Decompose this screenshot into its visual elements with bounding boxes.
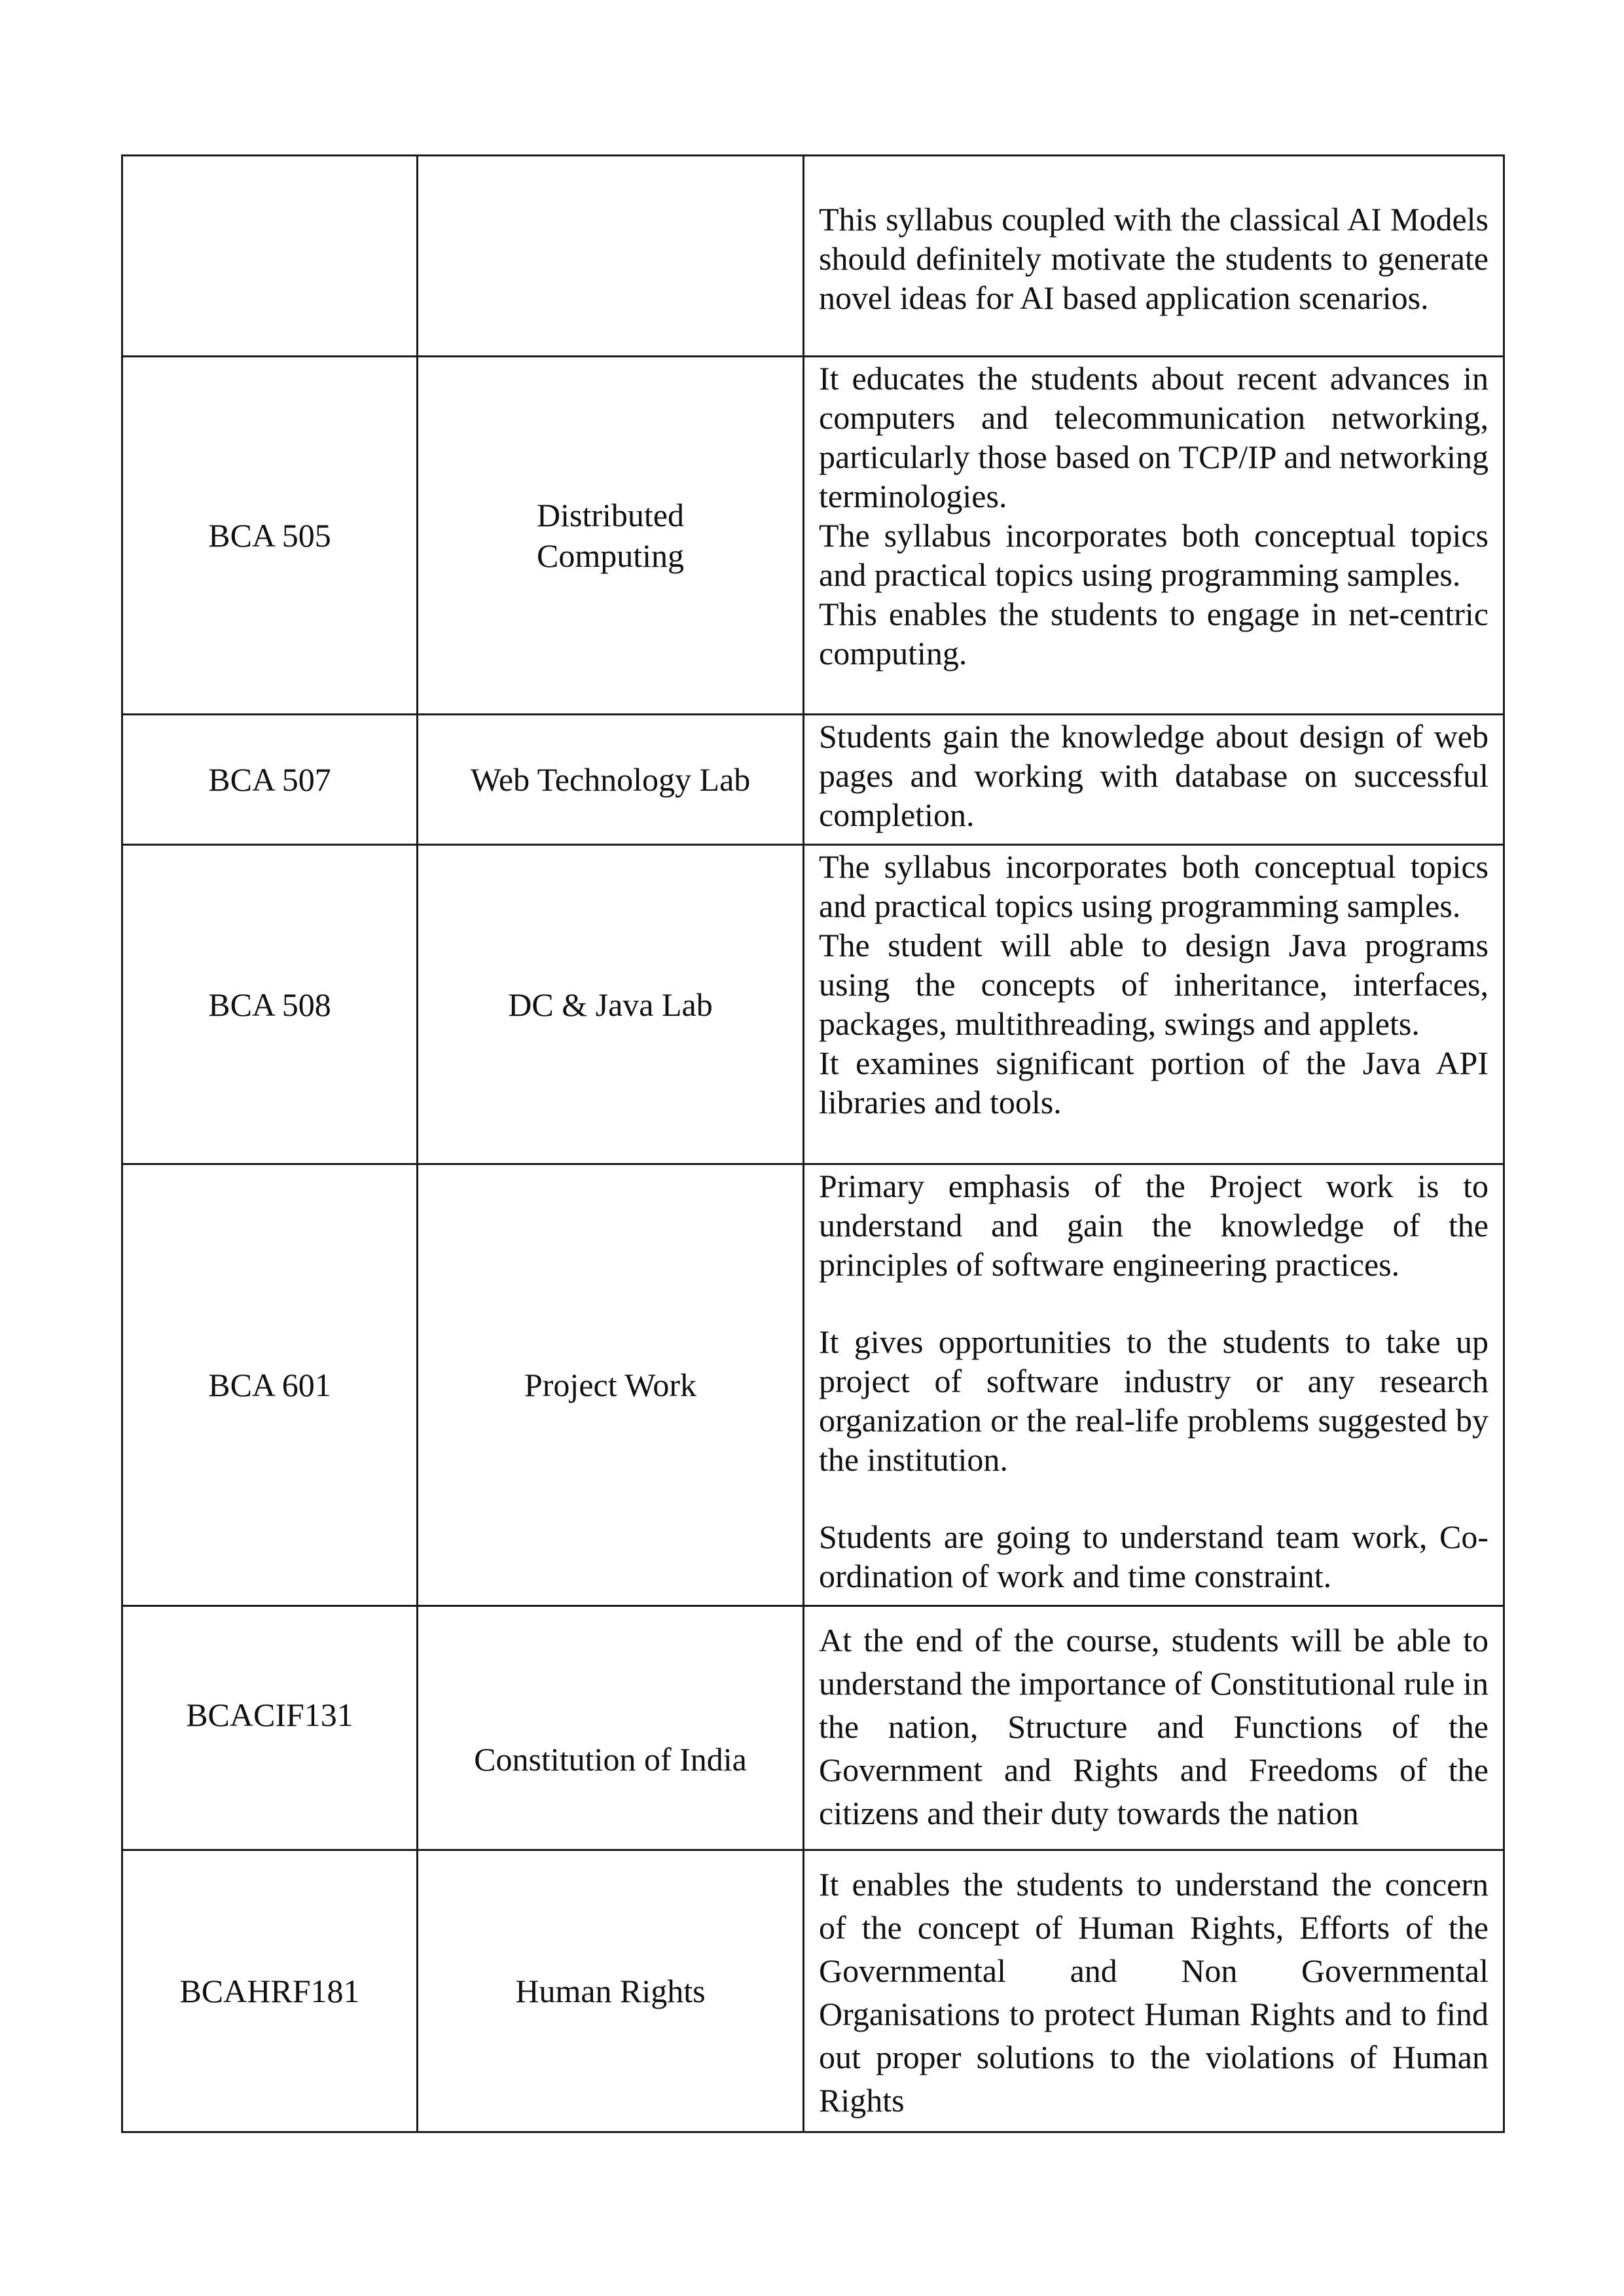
course-code-cell bbox=[122, 156, 418, 357]
course-code-cell: BCA 601 bbox=[122, 1164, 418, 1606]
course-code-cell: BCA 505 bbox=[122, 357, 418, 715]
outcome-paragraph: The student will able to design Java programs using the concepts of inheritance, interfaces, packages, multithreading, swings and applets. bbox=[819, 927, 1489, 1042]
table-row bbox=[122, 357, 1504, 715]
outcome-paragraph: This enables the students to engage in net-centric computing. bbox=[819, 596, 1489, 672]
course-outcomes-table bbox=[121, 154, 1505, 2133]
outcome-paragraph: It gives opportunities to the students to take up project of software industry or any research organization or the real-life problems suggested by the institution. bbox=[819, 1323, 1489, 1478]
outcome-paragraph: This syllabus coupled with the classical AI Models should definitely motivate the students to generate novel ideas for AI based application scenarios. bbox=[819, 201, 1489, 316]
outcome-paragraph: At the end of the course, students will be able to understand the importance of Constitutional rule in the nation, Structure and Functions of the Government and Rights and Freedoms of the citizens and their duty towards the nation bbox=[819, 1622, 1489, 1831]
outcome-paragraph: Primary emphasis of the Project work is to understand and gain the knowledge of the principles of software engineering practices. bbox=[819, 1168, 1489, 1283]
table-row bbox=[122, 1850, 1504, 2132]
course-code-cell: BCA 507 bbox=[122, 715, 418, 845]
outcome-paragraph: It enables the students to understand the concern of the concept of Human Rights, Efforts of the Governmental and Non Governmental Organisations to protect Human Rights and to find out proper solutions to the violations of Human Rights bbox=[819, 1866, 1489, 2119]
course-title-cell: Project Work bbox=[418, 1164, 804, 1606]
table-row bbox=[122, 1606, 1504, 1850]
course-title-cell: Web Technology Lab bbox=[418, 715, 804, 845]
course-outcome-cell bbox=[804, 357, 1504, 715]
course-code-cell: BCA 508 bbox=[122, 845, 418, 1164]
table-row bbox=[122, 1164, 1504, 1606]
course-outcome-cell bbox=[804, 1850, 1504, 2132]
course-outcome-cell bbox=[804, 1606, 1504, 1850]
course-title-cell: DC & Java Lab bbox=[418, 845, 804, 1164]
course-title-cell: Constitution of India bbox=[418, 1606, 804, 1850]
course-code-cell: BCAHRF181 bbox=[122, 1850, 418, 2132]
outcome-paragraph: It examines significant portion of the Java API libraries and tools. bbox=[819, 1045, 1489, 1121]
course-code-cell: BCACIF131 bbox=[122, 1606, 418, 1850]
course-outcome-cell bbox=[804, 156, 1504, 357]
course-title-cell: Distributed Computing bbox=[418, 357, 804, 715]
course-outcome-cell bbox=[804, 715, 1504, 845]
table-row bbox=[122, 715, 1504, 845]
outcome-paragraph: Students gain the knowledge about design of web pages and working with database on successful completion. bbox=[819, 718, 1489, 833]
outcome-paragraph: The syllabus incorporates both conceptual topics and practical topics using programming samples. bbox=[819, 517, 1489, 593]
outcome-paragraph: It educates the students about recent advances in computers and telecommunication networking, particularly those based on TCP/IP and networking terminologies. bbox=[819, 360, 1489, 514]
outcome-paragraph: Students are going to understand team work, Co-ordination of work and time constraint. bbox=[819, 1518, 1489, 1594]
outcome-paragraph: The syllabus incorporates both conceptual topics and practical topics using programming samples. bbox=[819, 848, 1489, 924]
course-outcome-cell bbox=[804, 845, 1504, 1164]
course-title-cell: Human Rights bbox=[418, 1850, 804, 2132]
table-row bbox=[122, 845, 1504, 1164]
course-title-cell bbox=[418, 156, 804, 357]
course-outcome-cell bbox=[804, 1164, 1504, 1606]
table-row bbox=[122, 156, 1504, 357]
